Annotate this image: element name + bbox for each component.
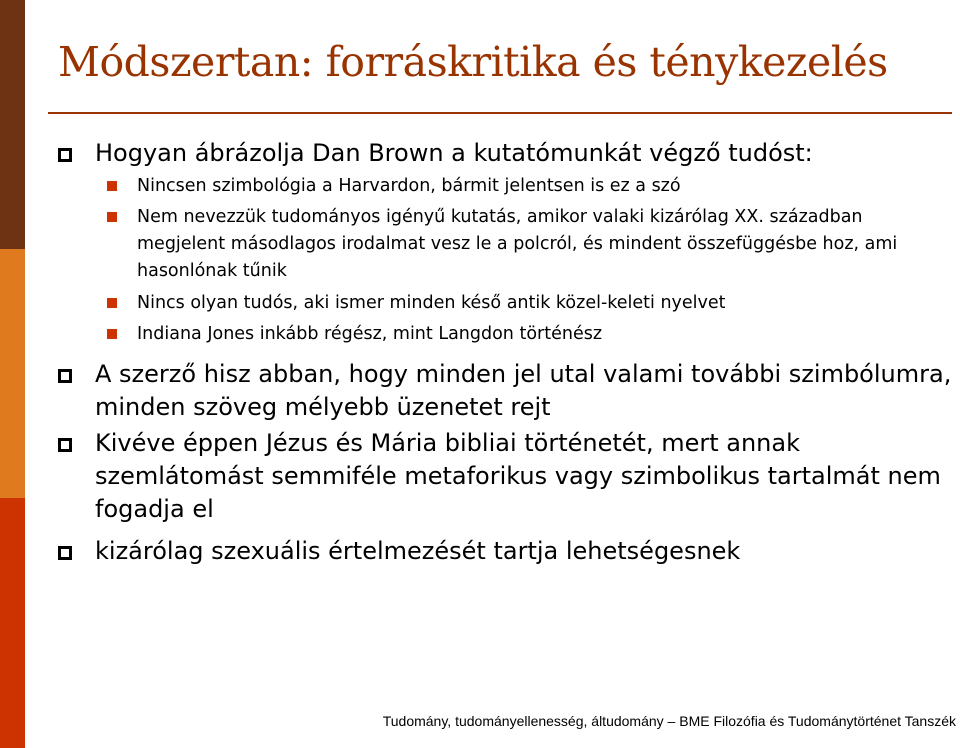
filled-square-bullet-icon (107, 181, 117, 191)
sidebar-segment-bottom (0, 498, 25, 748)
bullet-text: A szerző hisz abban, hogy minden jel utal valami további szimbólumra, minden szöveg mélyebb üzenetet rejt (95, 360, 952, 421)
filled-square-bullet-icon (107, 329, 117, 339)
sidebar-segment-middle (0, 249, 25, 498)
sidebar-segment-top (0, 0, 25, 249)
title-divider (48, 112, 952, 114)
sub-bullet-text: Nincs olyan tudós, aki ismer minden késő antik közel-keleti nyelvet (137, 293, 726, 313)
hollow-square-bullet-icon (58, 546, 72, 560)
hollow-square-bullet-icon (58, 438, 72, 452)
sidebar-decoration (0, 0, 25, 748)
hollow-square-bullet-icon (58, 369, 72, 383)
hollow-square-bullet-icon (58, 148, 72, 162)
bullet-text: Hogyan ábrázolja Dan Brown a kutatómunkát végző tudóst: (95, 139, 813, 167)
sub-bullet-text: Nincsen szimbológia a Harvardon, bármit jelentsen is ez a szó (137, 176, 681, 196)
bullet-text: Kivéve éppen Jézus és Mária bibliai történetét, mert annak szemlátomást semmiféle metaforikus vagy szimbolikus tartalmát nem fogadja el (95, 429, 941, 523)
footer-text: Tudomány, tudományellenesség, áltudomány – BME Filozófia és Tudománytörténet Tanszék (382, 713, 956, 729)
filled-square-bullet-icon (107, 298, 117, 308)
filled-square-bullet-icon (107, 212, 117, 222)
sub-bullet-text: Nem nevezzük tudományos igényű kutatás, amikor valaki kizárólag XX. században megjelent másodlagos irodalmat vesz le a polcról, és mindent összefüggésbe hoz, ami hasonlónak tűnik (137, 207, 898, 281)
bullet-text: kizárólag szexuális értelmezését tartja lehetségesnek (95, 537, 741, 565)
slide-title: Módszertan: forráskritika és ténykezelés (58, 38, 888, 86)
sub-bullet-text: Indiana Jones inkább régész, mint Langdon történész (137, 324, 603, 344)
